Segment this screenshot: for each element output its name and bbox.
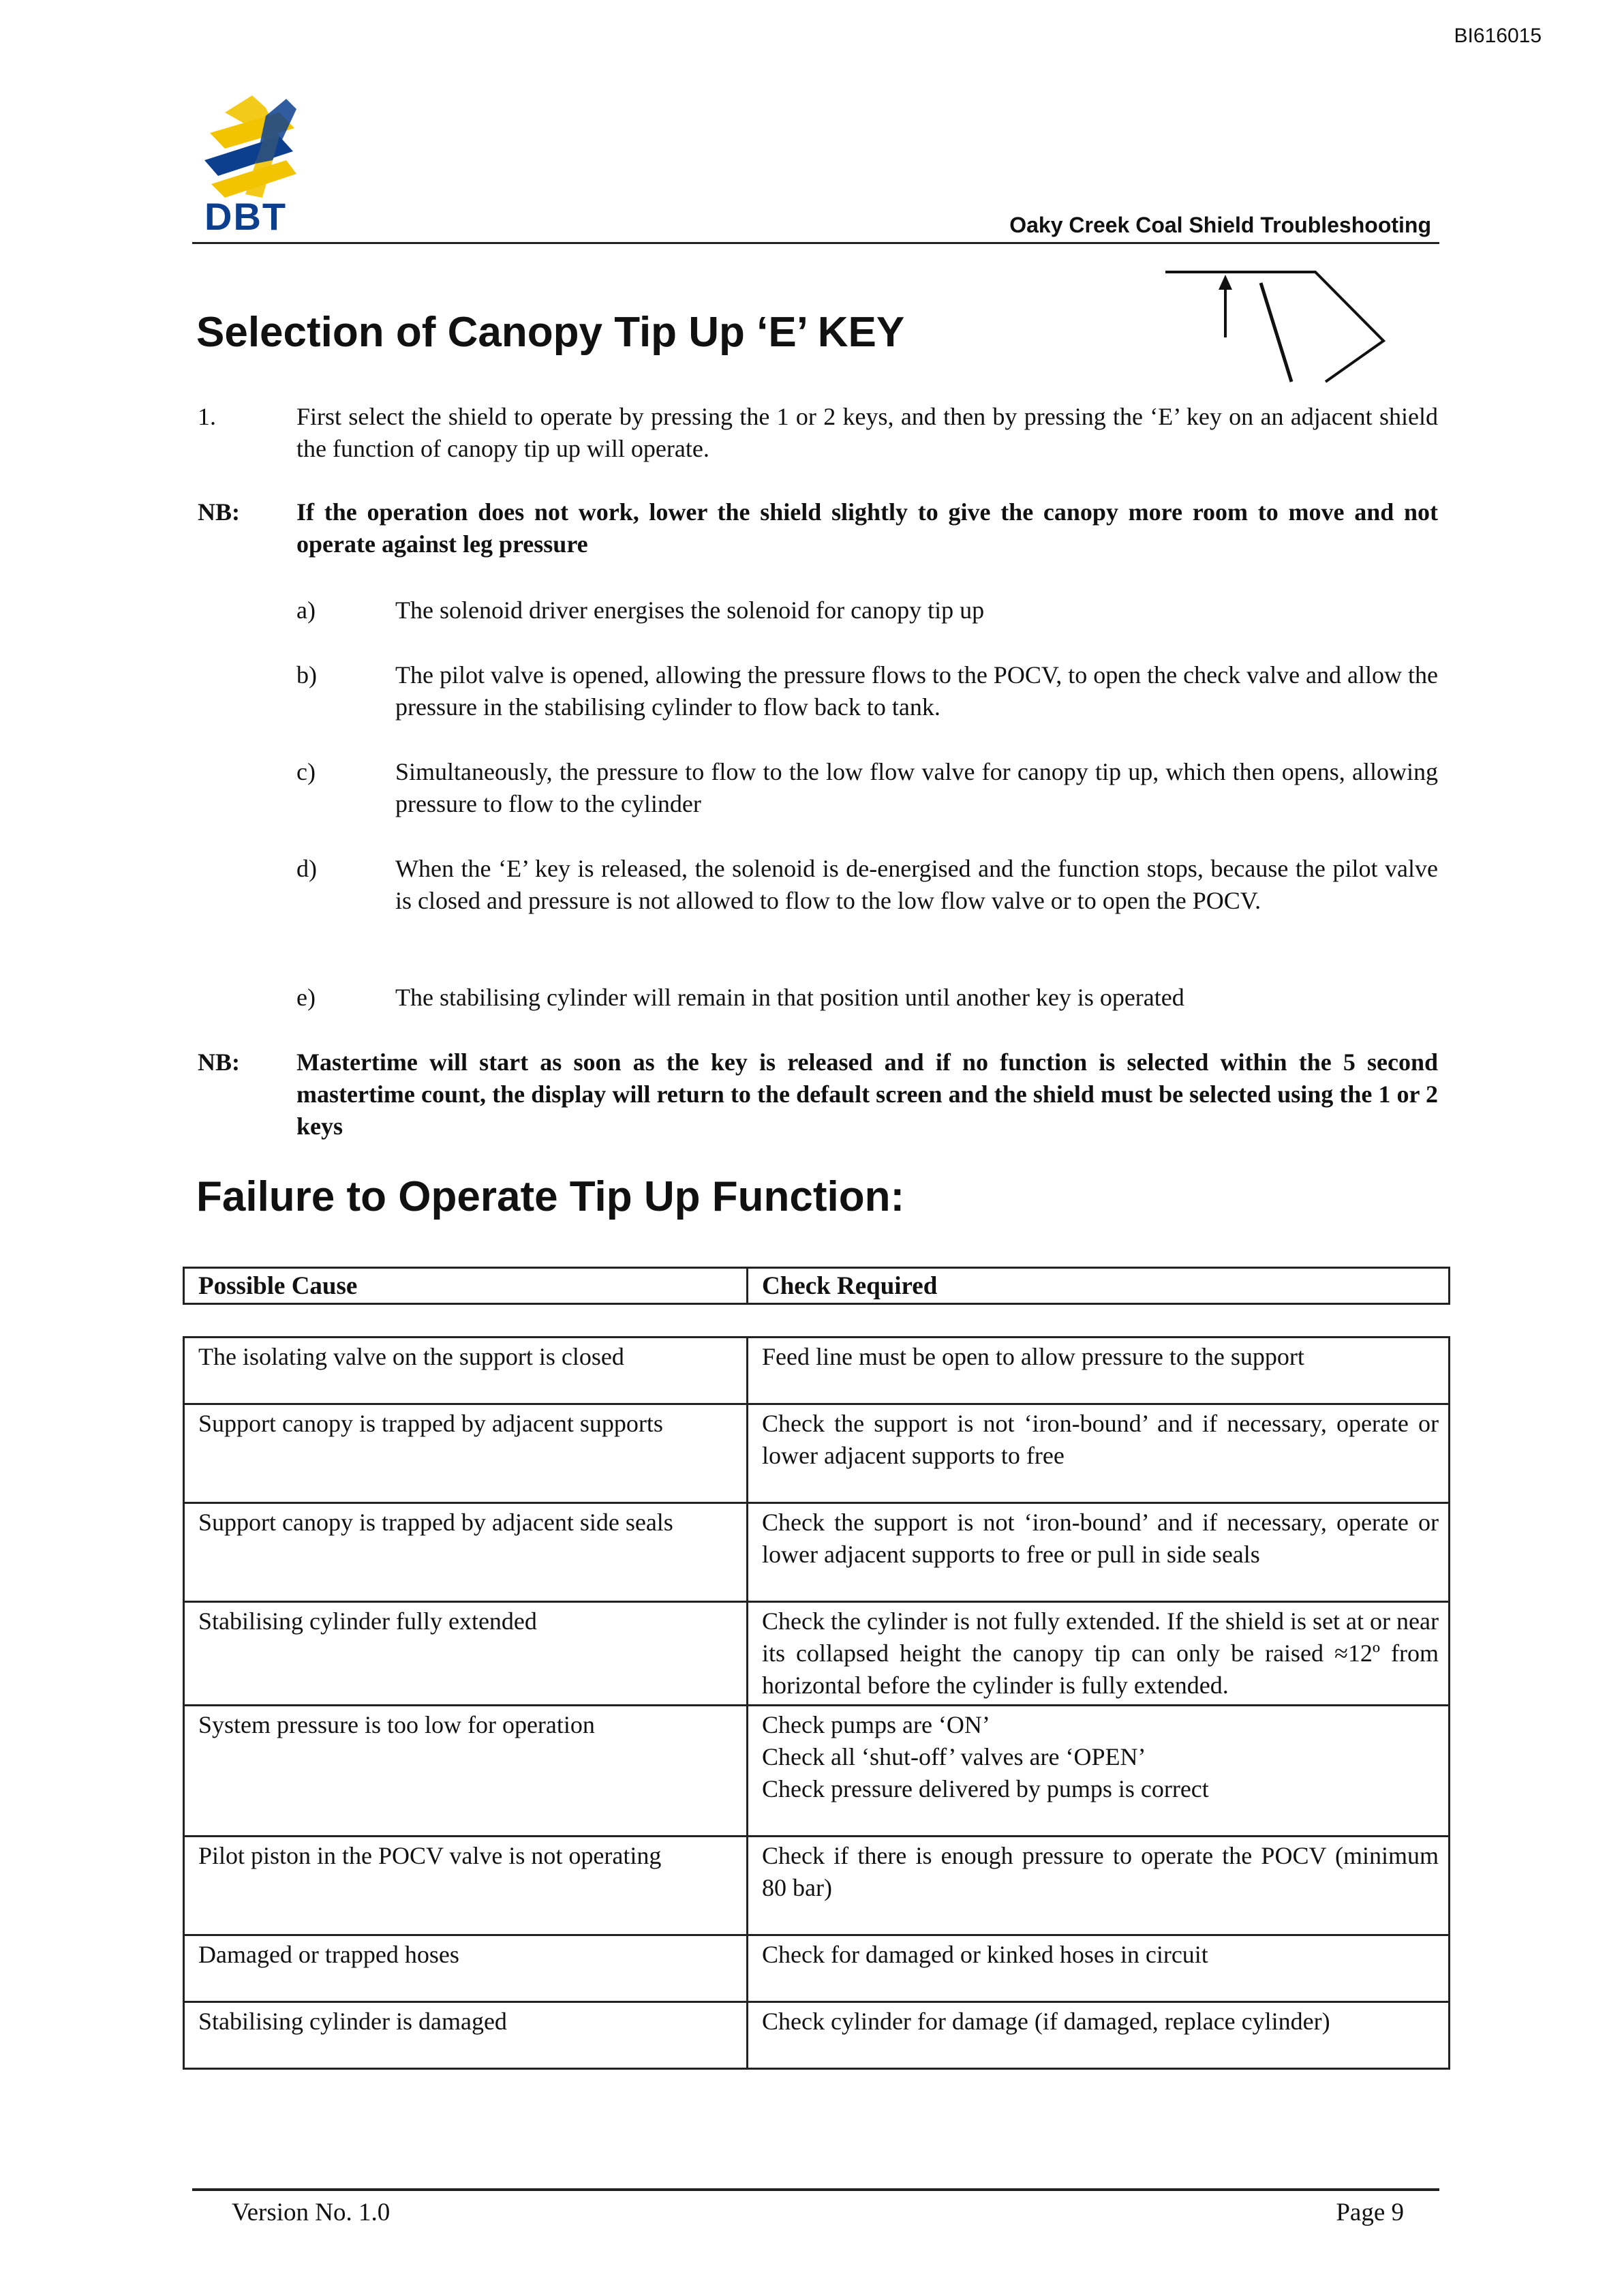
step-number: 1. [198, 403, 216, 430]
table-row [184, 1706, 1450, 1837]
note-text: If the operation does not work, lower the shield slightly to give the canopy more room to move and not operate against leg pressure [296, 498, 1438, 558]
footer-divider [192, 2188, 1439, 2191]
cause-cell: Damaged or trapped hoses [184, 1935, 748, 2002]
substep-text: The solenoid driver energises the solenoid for canopy tip up [395, 596, 985, 624]
check-cell [748, 1706, 1450, 1837]
canopy-tip-up-icon [1159, 262, 1390, 399]
column-header-check-required: Check Required [748, 1268, 1450, 1304]
check-cell: Feed line must be open to allow pressure to the support [748, 1338, 1450, 1404]
check-cell: Check the support is not ‘iron-bound’ and if necessary, operate or lower adjacent supports to free [748, 1404, 1450, 1503]
substep-label: d) [296, 855, 317, 882]
note-label: NB: [198, 498, 240, 526]
footer-page-number: Page 9 [1336, 2199, 1404, 2226]
note-text: Mastertime will start as soon as the key is released and if no function is selected within the 5 second mastertime count, the display will return to the default screen and the shield must be selected using the 1 or 2 keys [296, 1048, 1438, 1140]
cause-cell: Pilot piston in the POCV valve is not operating [184, 1837, 748, 1935]
troubleshooting-table [183, 1336, 1450, 2070]
check-line: Check pumps are ‘ON’ [762, 1711, 990, 1738]
table-row [184, 2002, 1450, 2069]
substep-text: The pilot valve is opened, allowing the pressure flows to the POCV, to open the check valve and allow the pressure in the stabilising cylinder to flow back to tank. [395, 661, 1438, 721]
document-code: BI616015 [1454, 25, 1542, 47]
check-cell: Check the support is not ‘iron-bound’ and if necessary, operate or lower adjacent supports to free or pull in side seals [748, 1503, 1450, 1602]
table-row [184, 1935, 1450, 2002]
check-cell: Check the cylinder is not fully extended. If the shield is set at or near its collapsed height the canopy tip can only be raised ≈12º from horizontal before the cylinder is fully extended. [748, 1602, 1450, 1706]
section-title-failure-to-operate: Failure to Operate Tip Up Function: [196, 1173, 905, 1220]
table-row [184, 1404, 1450, 1503]
note-block-2 [198, 1046, 1438, 1145]
substep-text: The stabilising cylinder will remain in that position until another key is operated [395, 984, 1184, 1011]
table-row [184, 1837, 1450, 1935]
instruction-step-1 [198, 401, 1438, 469]
substep-c [296, 756, 1438, 824]
substep-label: a) [296, 596, 316, 624]
check-cell: Check cylinder for damage (if damaged, replace cylinder) [748, 2002, 1450, 2069]
check-cell: Check if there is enough pressure to operate the POCV (minimum 80 bar) [748, 1837, 1450, 1935]
substep-label: b) [296, 661, 317, 689]
table-row [184, 1602, 1450, 1706]
logo-text: DBT [204, 195, 288, 238]
check-line: Check all ‘shut-off’ valves are ‘OPEN’ [762, 1743, 1146, 1770]
cause-cell: Stabilising cylinder fully extended [184, 1602, 748, 1706]
substep-text: When the ‘E’ key is released, the solenoid is de-energised and the function stops, because the pilot valve is closed and pressure is not allowed to flow to the low flow valve or to open the POCV. [395, 855, 1438, 914]
check-cell: Check for damaged or kinked hoses in circuit [748, 1935, 1450, 2002]
substep-label: c) [296, 758, 316, 785]
header-divider [192, 242, 1439, 244]
cause-cell: System pressure is too low for operation [184, 1706, 748, 1837]
column-header-possible-cause: Possible Cause [184, 1268, 748, 1304]
cause-cell: Support canopy is trapped by adjacent side seals [184, 1503, 748, 1602]
table-row [184, 1338, 1450, 1404]
header-title: Oaky Creek Coal Shield Troubleshooting [1009, 213, 1431, 237]
note-label: NB: [198, 1048, 240, 1076]
note-block-1 [198, 496, 1438, 564]
table-row [184, 1503, 1450, 1602]
troubleshooting-table-header [183, 1267, 1450, 1305]
substep-text: Simultaneously, the pressure to flow to the low flow valve for canopy tip up, which then opens, allowing pressure to flow to the cylinder [395, 758, 1438, 817]
step-text: First select the shield to operate by pressing the 1 or 2 keys, and then by pressing the ‘E’ key on an adjacent shield the function of canopy tip up will operate. [296, 403, 1438, 462]
substep-b [296, 659, 1438, 727]
cause-cell: Stabilising cylinder is damaged [184, 2002, 748, 2069]
footer-version: Version No. 1.0 [232, 2199, 391, 2226]
substep-d [296, 853, 1438, 952]
substep-e [296, 982, 1438, 1016]
check-line: Check pressure delivered by pumps is correct [762, 1775, 1209, 1802]
substep-label: e) [296, 984, 316, 1011]
section-title-canopy-tip-up: Selection of Canopy Tip Up ‘E’ KEY [196, 309, 905, 356]
substep-a [296, 594, 1438, 629]
cause-cell: The isolating valve on the support is closed [184, 1338, 748, 1404]
cause-cell: Support canopy is trapped by adjacent supports [184, 1404, 748, 1503]
